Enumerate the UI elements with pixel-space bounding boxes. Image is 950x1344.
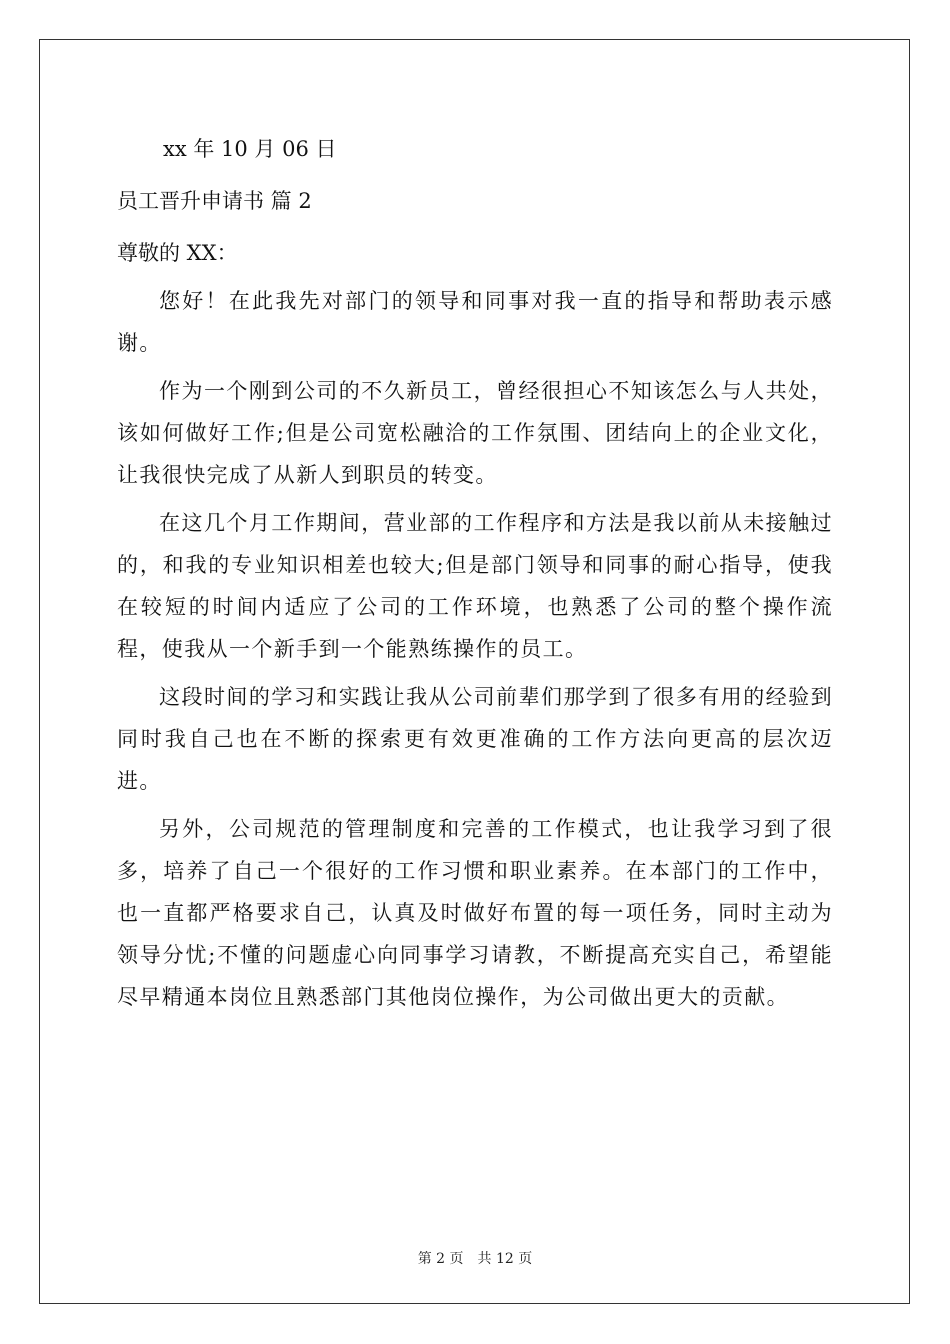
- document-body: [117, 128, 833, 1024]
- page-total: 共 12 页: [477, 1251, 533, 1267]
- paragraph-5: 另外，公司规范的管理制度和完善的工作模式，也让我学习到了很多，培养了自己一个很好的工作习惯和职业素养。在本部门的工作中，也一直都严格要求自己，认真及时做好布置的每一项任务，同时主动为领导分忧;不懂的问题虚心向同事学习请教，不断提高充实自己，希望能尽早精通本岗位且熟悉部门其他岗位操作，为公司做出更大的贡献。: [117, 817, 833, 1009]
- date-line: xx 年 10 月 06 日: [163, 137, 337, 161]
- salutation: 尊敬的 XX：: [117, 241, 238, 265]
- paragraph-4: 这段时间的学习和实践让我从公司前辈们那学到了很多有用的经验到同时我自己也在不断的探索更有效更准确的工作方法向更高的层次迈进。: [117, 685, 833, 793]
- page-number: 第 2 页: [417, 1251, 464, 1267]
- document-title: 员工晋升申请书 篇 2: [117, 189, 312, 213]
- paragraph-1: 您好！在此我先对部门的领导和同事对我一直的指导和帮助表示感谢。: [117, 289, 833, 355]
- page-footer: [0, 1248, 950, 1268]
- paragraph-3: 在这几个月工作期间，营业部的工作程序和方法是我以前从未接触过的，和我的专业知识相差也较大;但是部门领导和同事的耐心指导，使我在较短的时间内适应了公司的工作环境，也熟悉了公司的整个操作流程，使我从一个新手到一个能熟练操作的员工。: [117, 511, 833, 661]
- paragraph-2: 作为一个刚到公司的不久新员工，曾经很担心不知该怎么与人共处，该如何做好工作;但是公司宽松融洽的工作氛围、团结向上的企业文化，让我很快完成了从新人到职员的转变。: [117, 379, 833, 487]
